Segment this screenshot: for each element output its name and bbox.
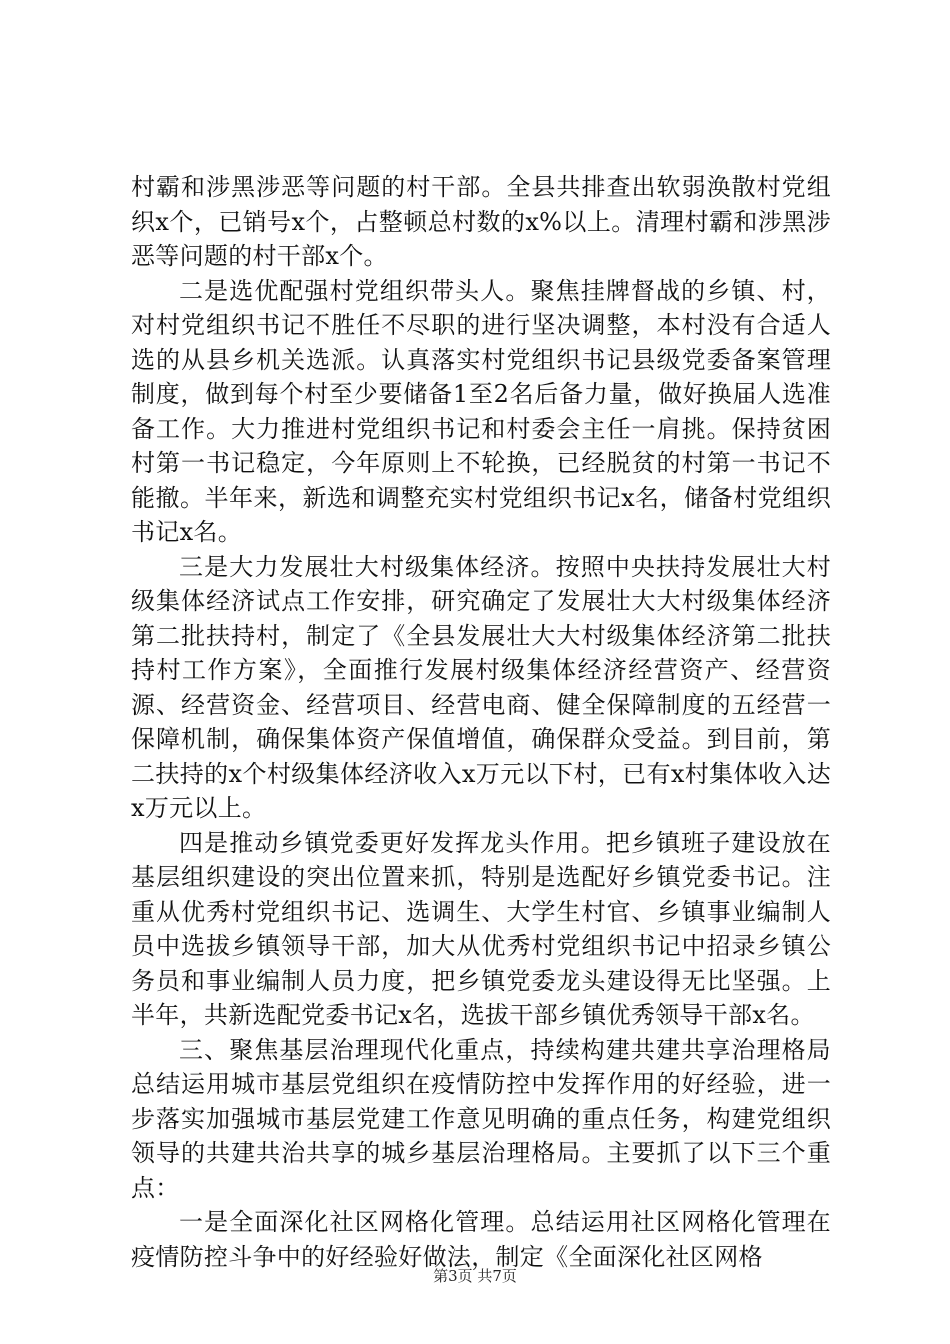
page-footer — [0, 1266, 950, 1286]
page-number-label: 第3页 共7页 — [433, 1267, 517, 1285]
document-body — [131, 170, 831, 1274]
paragraph-collective-economy: 三是大力发展壮大村级集体经济。按照中央扶持发展壮大村级集体经济试点工作安排，研究确定了发展壮大大村级集体经济第二批扶持村，制定了《全县发展壮大大村级集体经济第二批扶持村工作方案》，全面推行发展村级集体经济经营资产、经营资源、经营资金、经营项目、经营电商、健全保障制度的五经营一保障机制，确保集体资产保值增值，确保群众受益。到目前，第二扶持的x个村级集体经济收入x万元以下村，已有x村集体收入达x万元以上。 — [131, 552, 831, 822]
paragraph-section-three-heading: 三、聚焦基层治理现代化重点，持续构建共建共享治理格局总结运用城市基层党组织在疫情防控中发挥作用的好经验，进一步落实加强城市基层党建工作意见明确的重点任务，构建党组织领导的共建共治共享的城乡基层治理格局。主要抓了以下三个重点： — [131, 1035, 831, 1202]
paragraph-grid-management: 一是全面深化社区网格化管理。总结运用社区网格化管理在疫情防控斗争中的好经验好做法，制定《全面深化社区网格 — [131, 1208, 831, 1271]
paragraph-continuation: 村霸和涉黑涉恶等问题的村干部。全县共排查出软弱涣散村党组织x个，已销号x个，占整顿总村数的x%以上。清理村霸和涉黑涉恶等问题的村干部x个。 — [131, 173, 831, 270]
paragraph-village-leaders: 二是选优配强村党组织带头人。聚焦挂牌督战的乡镇、村，对村党组织书记不胜任不尽职的进行坚决调整，本村没有合适人选的从县乡机关选派。认真落实村党组织书记县级党委备案管理制度，做到每个村至少要储备1至2名后备力量，做好换届人选准备工作。大力推进村党组织书记和村委会主任一肩挑。保持贫困村第一书记稳定，今年原则上不轮换，已经脱贫的村第一书记不能撤。半年来，新选和调整充实村党组织书记x名，储备村党组织书记x名。 — [131, 276, 831, 546]
paragraph-township-committee: 四是推动乡镇党委更好发挥龙头作用。把乡镇班子建设放在基层组织建设的突出位置来抓，特别是选配好乡镇党委书记。注重从优秀村党组织书记、选调生、大学生村官、乡镇事业编制人员中选拔乡镇领导干部，加大从优秀村党组织书记中招录乡镇公务员和事业编制人员力度，把乡镇党委龙头建设得无比坚强。上半年，共新选配党委书记x名，选拔干部乡镇优秀领导干部x名。 — [131, 828, 831, 1029]
